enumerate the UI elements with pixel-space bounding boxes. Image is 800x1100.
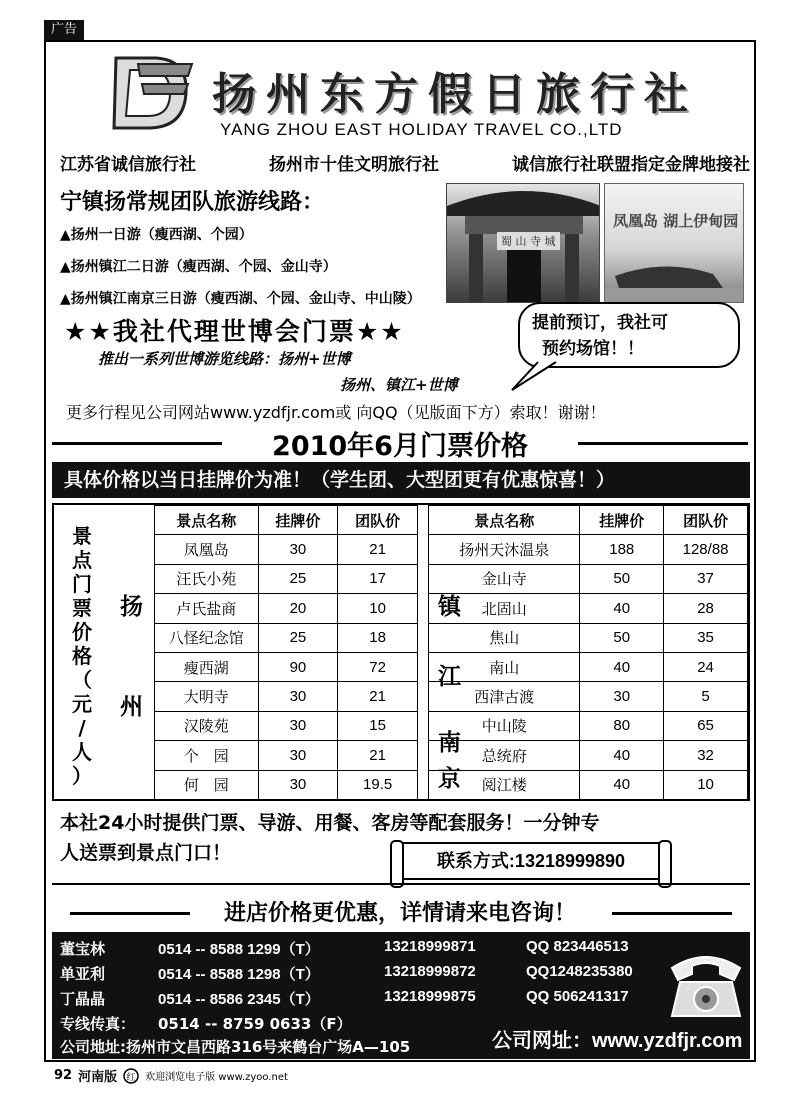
honor-item: 扬州市十佳文明旅行社 [269,155,439,175]
expo-route-line2: 扬州、镇江+世博 [340,376,458,394]
contact-phone: 0514 -- 8588 1299（T） [158,941,320,958]
group-price: 35 [664,623,748,652]
table-row [429,623,748,652]
contact-row [60,988,629,1009]
side-label-char: 票 [72,596,92,620]
header-list-price: 挂牌价 [580,506,664,535]
list-price: 30 [258,741,338,770]
group-price: 18 [338,623,418,652]
contact-block [52,932,750,1059]
ad-tag: 广告 [44,20,84,40]
side-label-char: （ [72,668,92,692]
contact-name: 董宝林 [60,941,106,958]
list-price: 25 [258,564,338,593]
table-header-row [155,506,418,535]
list-price: 30 [258,711,338,740]
photo-island-title: 凤凰岛 湖上伊甸园 [613,212,739,230]
table-row [429,564,748,593]
attraction-name: 扬州天沐温泉 [429,535,580,564]
attraction-name: 卢氏盐商 [155,594,259,623]
table-row [155,682,418,711]
side-label-char: 景 [72,524,92,548]
contact-mobile: 13218999875 [384,988,476,1005]
list-price: 50 [580,623,664,652]
attraction-name: 个 园 [155,741,259,770]
honors-row [60,150,750,175]
side-label-char: 点 [72,548,92,572]
table-row [429,535,748,564]
table-row [155,652,418,681]
list-price: 40 [580,652,664,681]
bubble-line1: 提前预订，我社可 [532,313,668,333]
yangzhou-price-table [154,505,418,800]
contact-phone: 0514 -- 8588 1298（T） [158,966,320,983]
group-price: 21 [338,741,418,770]
company-logo [108,50,196,136]
group-price: 128/88 [664,535,748,564]
header-name: 景点名称 [429,506,580,535]
services-line1: 本社24小时提供门票、导游、用餐、客房等配套服务！一分钟专 [60,812,600,834]
attraction-name: 西津古渡 [429,682,580,711]
city-nanjing-char: 南 [438,730,461,756]
list-price: 20 [258,594,338,623]
table-row [429,594,748,623]
list-price: 30 [258,535,338,564]
group-price: 5 [664,682,748,711]
table-row [155,741,418,770]
page-footer [54,1066,288,1085]
side-label-char: ） [72,764,92,788]
table-row [429,682,748,711]
photo-gate-label: 蜀 山 寺 城 [497,232,560,250]
attraction-name: 汪氏小苑 [155,564,259,593]
contact-mobile: 13218999872 [384,963,476,980]
group-price: 72 [338,652,418,681]
photo-phoenix-island [604,183,744,303]
services-line2: 人送票到景点门口！ [60,842,232,864]
contact-name: 单亚利 [60,966,106,983]
attraction-name: 大明寺 [155,682,259,711]
telephone-icon [666,946,746,1022]
attraction-name: 焦山 [429,623,580,652]
list-price: 30 [258,770,338,799]
contact-name: 丁晶晶 [60,991,106,1008]
contact-phone: 0514 -- 8586 2345（T） [158,991,320,1008]
group-price: 37 [664,564,748,593]
header-list-price: 挂牌价 [258,506,338,535]
attraction-name: 瘦西湖 [155,652,259,681]
table-row [155,594,418,623]
bubble-line2: 预约场馆！！ [542,339,644,359]
group-price: 32 [664,741,748,770]
header-group-price: 团队价 [664,506,748,535]
company-name-en: YANG ZHOU EAST HOLIDAY TRAVEL CO.,LTD [220,120,623,139]
list-price: 40 [580,770,664,799]
footer-text: 欢迎浏览电子版 www.zyoo.net [145,1072,288,1083]
list-price: 50 [580,564,664,593]
price-title: 2010年6月门票价格 [272,431,528,462]
list-price: 30 [258,682,338,711]
group-price: 28 [664,594,748,623]
group-price: 10 [664,770,748,799]
honor-item: 诚信旅行社联盟指定金牌地接社 [512,155,750,175]
boat-illustration [605,184,744,303]
table-header-row [429,506,748,535]
side-label-char: 价 [72,620,92,644]
group-price: 17 [338,564,418,593]
attraction-name: 南山 [429,652,580,681]
table-row [429,770,748,799]
table-row [155,564,418,593]
attraction-name: 金山寺 [429,564,580,593]
edition-label: 河南版 [78,1070,118,1085]
group-price: 21 [338,535,418,564]
list-price: 40 [580,594,664,623]
side-label-char: 门 [72,572,92,596]
table-row [155,535,418,564]
honor-item: 江苏省诚信旅行社 [60,155,196,175]
contact-qq: QQ 506241317 [526,988,629,1005]
contact-mobile: 13218999871 [384,938,476,955]
header-name: 景点名称 [155,506,259,535]
expo-route-line1: 推出一系列世博游览线路：扬州+世博 [98,350,351,368]
bubble-tail [508,360,568,396]
list-price: 25 [258,623,338,652]
speech-bubble [518,302,740,368]
fax-row [60,1013,352,1034]
list-price: 30 [580,682,664,711]
cta-text: 进店价格更优惠，详情请来电咨询！ [223,901,576,926]
table-row [155,711,418,740]
attraction-name: 何 园 [155,770,259,799]
attraction-name: 阅江楼 [429,770,580,799]
fax-label: 专线传真： [60,1015,136,1033]
attraction-name: 中山陵 [429,711,580,740]
attraction-name: 总统府 [429,741,580,770]
contact-qq: QQ 823446513 [526,938,629,955]
route-item: ▲扬州一日游（瘦西湖、个园） [60,227,253,243]
group-price: 21 [338,682,418,711]
fax-number: 0514 -- 8759 0633（F） [158,1015,352,1033]
price-banner: 具体价格以当日挂牌价为准！（学生团、大型团更有优惠惊喜！） [52,462,750,498]
attraction-name: 凤凰岛 [155,535,259,564]
route-item: ▲扬州镇江二日游（瘦西湖、个园、金山寺） [60,259,337,275]
list-price: 80 [580,711,664,740]
expo-headline: ★★我社代理世博会门票★★ [64,317,405,346]
edition-badge-icon [123,1068,139,1084]
company-name-cn: 扬州东方假日旅行社 [212,69,698,120]
city-nanjing-char: 京 [438,766,461,792]
attraction-name: 八怪纪念馆 [155,623,259,652]
table-row [155,770,418,799]
more-info-text: 更多行程见公司网站www.yzdfjr.com或 向QQ（见版面下方）索取！谢谢！ [66,403,606,422]
group-price: 19.5 [338,770,418,799]
side-label-char: 元 [72,692,92,716]
attraction-name: 北固山 [429,594,580,623]
table-row [429,711,748,740]
side-label-char: / [78,716,86,740]
page-number: 92 [54,1068,73,1083]
side-label-char: 人 [72,740,92,764]
contact-qq: QQ1248235380 [526,963,633,980]
city-zhenjiang-char: 镇 [438,594,461,620]
city-yangzhou-char: 扬 [120,594,143,620]
route-item: ▲扬州镇江南京三日游（瘦西湖、个园、金山寺、中山陵） [60,291,421,307]
company-address: 公司地址:扬州市文昌西路316号来鹤台广场A—105 [60,1038,411,1056]
group-price: 65 [664,711,748,740]
table-row [429,741,748,770]
photo-city-gate [446,183,600,303]
routes-title: 宁镇扬常规团队旅游线路： [60,190,325,215]
list-price: 40 [580,741,664,770]
list-price: 188 [580,535,664,564]
contact-scroll: 联系方式:13218999890 [396,842,666,880]
header-group-price: 团队价 [338,506,418,535]
city-zhenjiang-char: 江 [438,664,461,690]
city-yangzhou-char: 州 [120,694,143,720]
company-website: 公司网址：www.yzdfjr.com [492,1030,743,1052]
zhenjiang-nanjing-price-table [428,505,748,800]
section-divider [52,883,750,885]
attraction-name: 汉陵苑 [155,711,259,740]
list-price: 90 [258,652,338,681]
group-price: 10 [338,594,418,623]
contact-row [60,963,633,984]
group-price: 24 [664,652,748,681]
group-price: 15 [338,711,418,740]
side-label [64,524,100,788]
edition-badge-text: 红 [126,1072,136,1083]
table-row [155,623,418,652]
table-row [429,652,748,681]
side-label-char: 格 [72,644,92,668]
contact-row [60,938,629,959]
